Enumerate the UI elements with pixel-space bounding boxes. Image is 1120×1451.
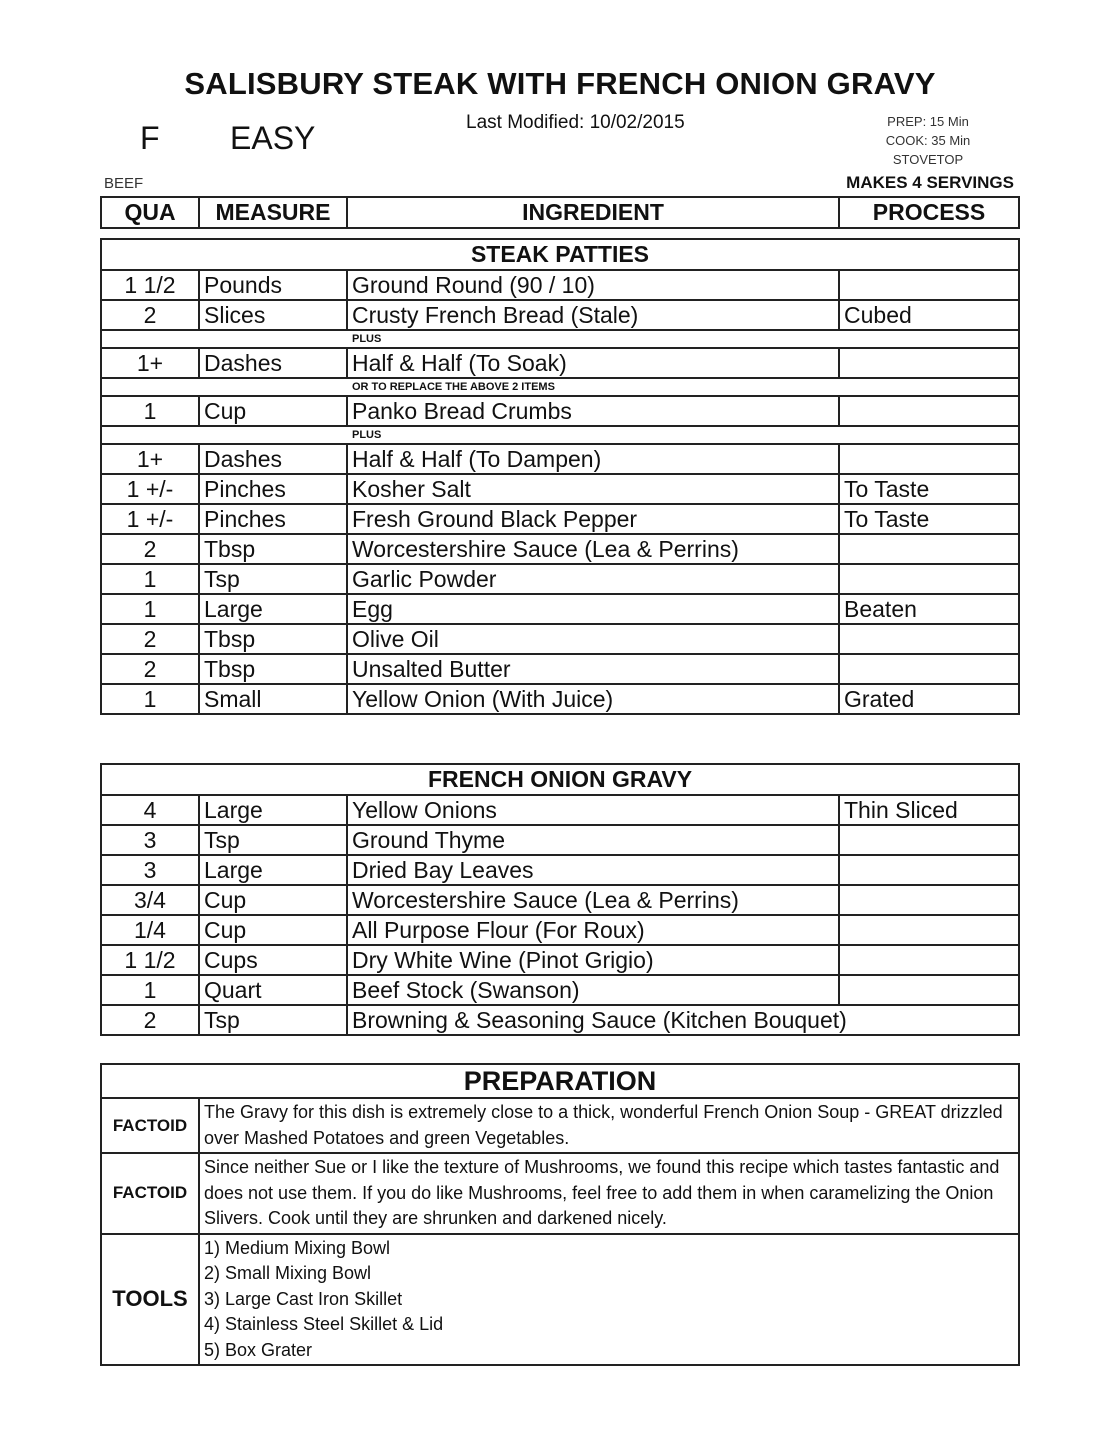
tools-list	[199, 1234, 1019, 1366]
measure-cell: Large	[199, 855, 347, 885]
ingredient-row	[101, 654, 1019, 684]
quantity-cell: 1/4	[101, 915, 199, 945]
ingredient-row	[101, 855, 1019, 885]
factoid-text: The Gravy for this dish is extremely close to a thick, wonderful French Onion Soup - GREAT drizzled over Mashed Potatoes and green Vegetables.	[199, 1098, 1019, 1153]
measure-cell: Tsp	[199, 1005, 347, 1035]
process-cell	[839, 885, 1019, 915]
quantity-cell: 4	[101, 795, 199, 825]
ingredient-row	[101, 474, 1019, 504]
cook-method: STOVETOP	[892, 152, 964, 167]
process-cell	[839, 945, 1019, 975]
ingredient-row	[101, 915, 1019, 945]
ingredient-cell: Yellow Onion (With Juice)	[347, 684, 839, 714]
measure-cell: Cup	[199, 396, 347, 426]
note-spacer	[101, 378, 347, 396]
ingredient-cell: Worcestershire Sauce (Lea & Perrins)	[347, 534, 839, 564]
process-cell: Beaten	[839, 594, 1019, 624]
process-cell	[839, 975, 1019, 1005]
tool-item: 1) Medium Mixing Bowl	[204, 1237, 391, 1258]
process-cell	[839, 534, 1019, 564]
process-cell: Cubed	[839, 300, 1019, 330]
note-text: PLUS	[347, 426, 1019, 444]
measure-cell: Tbsp	[199, 654, 347, 684]
note-spacer	[101, 330, 347, 348]
ingredient-cell: Half & Half (To Soak)	[347, 348, 839, 378]
ingredient-row	[101, 504, 1019, 534]
note-row	[101, 378, 1019, 396]
time-info	[868, 112, 988, 169]
process-cell: To Taste	[839, 504, 1019, 534]
quantity-cell: 1 +/-	[101, 504, 199, 534]
factoid-text: Since neither Sue or I like the texture of Mushrooms, we found this recipe which tastes fantastic and does not use them. If you do like Mushrooms, feel free to add them in when caramelizing the Onion Slivers. Cook until they are shrunken and darkened nicely.	[199, 1153, 1019, 1234]
note-text: PLUS	[347, 330, 1019, 348]
measure-cell: Cups	[199, 945, 347, 975]
ingredient-row	[101, 975, 1019, 1005]
col-header-ingredient: INGREDIENT	[347, 197, 839, 228]
measure-cell: Tbsp	[199, 534, 347, 564]
section-title-preparation: PREPARATION	[101, 1064, 1019, 1098]
preparation-table	[100, 1063, 1020, 1366]
tool-item: 4) Stainless Steel Skillet & Lid	[204, 1314, 444, 1334]
ingredient-cell: Yellow Onions	[347, 795, 839, 825]
quantity-cell: 1	[101, 564, 199, 594]
quantity-cell: 2	[101, 300, 199, 330]
ingredient-cell: Crusty French Bread (Stale)	[347, 300, 839, 330]
ingredient-row	[101, 684, 1019, 714]
measure-cell: Tbsp	[199, 624, 347, 654]
measure-cell: Cup	[199, 885, 347, 915]
measure-cell: Cup	[199, 915, 347, 945]
ingredient-cell: Beef Stock (Swanson)	[347, 975, 839, 1005]
ingredient-row	[101, 396, 1019, 426]
quantity-cell: 3	[101, 855, 199, 885]
process-cell	[839, 654, 1019, 684]
cook-time: COOK: 35 Min	[885, 133, 971, 148]
col-header-qua: QUA	[101, 197, 199, 228]
ingredient-cell: Panko Bread Crumbs	[347, 396, 839, 426]
quantity-cell: 2	[101, 654, 199, 684]
ingredient-row	[101, 825, 1019, 855]
quantity-cell: 1+	[101, 444, 199, 474]
ingredient-cell: Garlic Powder	[347, 564, 839, 594]
ingredient-row	[101, 564, 1019, 594]
ingredient-row	[101, 594, 1019, 624]
measure-cell: Pounds	[199, 270, 347, 300]
factoid-label: FACTOID	[101, 1153, 199, 1234]
ingredient-cell: All Purpose Flour (For Roux)	[347, 915, 839, 945]
ingredient-row	[101, 885, 1019, 915]
tool-item: 3) Large Cast Iron Skillet	[204, 1288, 403, 1309]
process-cell	[839, 564, 1019, 594]
french-onion-gravy-table	[100, 763, 1020, 1036]
measure-cell: Small	[199, 684, 347, 714]
quantity-cell: 1	[101, 975, 199, 1005]
quantity-cell: 1 +/-	[101, 474, 199, 504]
quantity-cell: 1 1/2	[101, 270, 199, 300]
measure-cell: Tsp	[199, 825, 347, 855]
measure-cell: Pinches	[199, 474, 347, 504]
quantity-cell: 3/4	[101, 885, 199, 915]
section-title-french-onion-gravy: FRENCH ONION GRAVY	[101, 764, 1019, 795]
ingredient-cell: Unsalted Butter	[347, 654, 839, 684]
servings-label: MAKES 4 SERVINGS	[846, 173, 1014, 192]
process-cell	[839, 348, 1019, 378]
difficulty-label: EASY	[230, 120, 316, 156]
factoid-row	[101, 1098, 1019, 1153]
ingredient-cell: Fresh Ground Black Pepper	[347, 504, 839, 534]
measure-cell: Pinches	[199, 504, 347, 534]
process-cell: To Taste	[839, 474, 1019, 504]
prep-time: PREP: 15 Min	[887, 114, 969, 129]
tool-item: 2) Small Mixing Bowl	[204, 1263, 372, 1283]
quantity-cell: 2	[101, 624, 199, 654]
measure-cell: Dashes	[199, 444, 347, 474]
ingredient-row	[101, 1005, 1019, 1035]
quantity-cell: 1 1/2	[101, 945, 199, 975]
col-header-measure: MEASURE	[199, 197, 347, 228]
ingredient-cell: Browning & Seasoning Sauce (Kitchen Bouquet)	[347, 1005, 1019, 1035]
quantity-cell: 1	[101, 684, 199, 714]
factoid-label: FACTOID	[101, 1098, 199, 1153]
measure-cell: Large	[199, 795, 347, 825]
ingredient-cell: Worcestershire Sauce (Lea & Perrins)	[347, 885, 839, 915]
ingredient-cell: Kosher Salt	[347, 474, 839, 504]
ingredient-row	[101, 945, 1019, 975]
measure-cell: Dashes	[199, 348, 347, 378]
process-cell	[839, 915, 1019, 945]
section-title-steak-patties: STEAK PATTIES	[101, 239, 1019, 270]
tools-label: TOOLS	[101, 1234, 199, 1366]
grade-label: F	[140, 120, 160, 156]
ingredient-row	[101, 348, 1019, 378]
note-text: OR TO REPLACE THE ABOVE 2 ITEMS	[347, 378, 1019, 396]
recipe-title: SALISBURY STEAK WITH FRENCH ONION GRAVY	[184, 66, 936, 101]
ingredient-row	[101, 444, 1019, 474]
process-cell	[839, 270, 1019, 300]
last-modified: Last Modified: 10/02/2015	[466, 112, 685, 133]
ingredient-cell: Half & Half (To Dampen)	[347, 444, 839, 474]
tool-item: 5) Box Grater	[204, 1339, 313, 1360]
measure-cell: Large	[199, 594, 347, 624]
quantity-cell: 1	[101, 594, 199, 624]
tools-row	[101, 1234, 1019, 1366]
process-cell	[839, 855, 1019, 885]
ingredient-row	[101, 624, 1019, 654]
factoid-row	[101, 1153, 1019, 1234]
column-header-table	[100, 196, 1020, 229]
note-spacer	[101, 426, 347, 444]
ingredient-row	[101, 300, 1019, 330]
quantity-cell: 1	[101, 396, 199, 426]
process-cell	[839, 624, 1019, 654]
measure-cell: Slices	[199, 300, 347, 330]
ingredient-cell: Ground Thyme	[347, 825, 839, 855]
process-cell	[839, 825, 1019, 855]
col-header-process: PROCESS	[839, 197, 1019, 228]
ingredient-row	[101, 534, 1019, 564]
quantity-cell: 1+	[101, 348, 199, 378]
ingredient-cell: Dry White Wine (Pinot Grigio)	[347, 945, 839, 975]
category-label: BEEF	[104, 175, 144, 192]
ingredient-cell: Dried Bay Leaves	[347, 855, 839, 885]
process-cell: Grated	[839, 684, 1019, 714]
process-cell: Thin Sliced	[839, 795, 1019, 825]
quantity-cell: 2	[101, 534, 199, 564]
steak-patties-table	[100, 238, 1020, 715]
process-cell	[839, 444, 1019, 474]
note-row	[101, 330, 1019, 348]
process-cell	[839, 396, 1019, 426]
quantity-cell: 2	[101, 1005, 199, 1035]
ingredient-row	[101, 270, 1019, 300]
note-row	[101, 426, 1019, 444]
ingredient-cell: Ground Round (90 / 10)	[347, 270, 839, 300]
ingredient-row	[101, 795, 1019, 825]
measure-cell: Quart	[199, 975, 347, 1005]
quantity-cell: 3	[101, 825, 199, 855]
ingredient-cell: Olive Oil	[347, 624, 839, 654]
measure-cell: Tsp	[199, 564, 347, 594]
ingredient-cell: Egg	[347, 594, 839, 624]
